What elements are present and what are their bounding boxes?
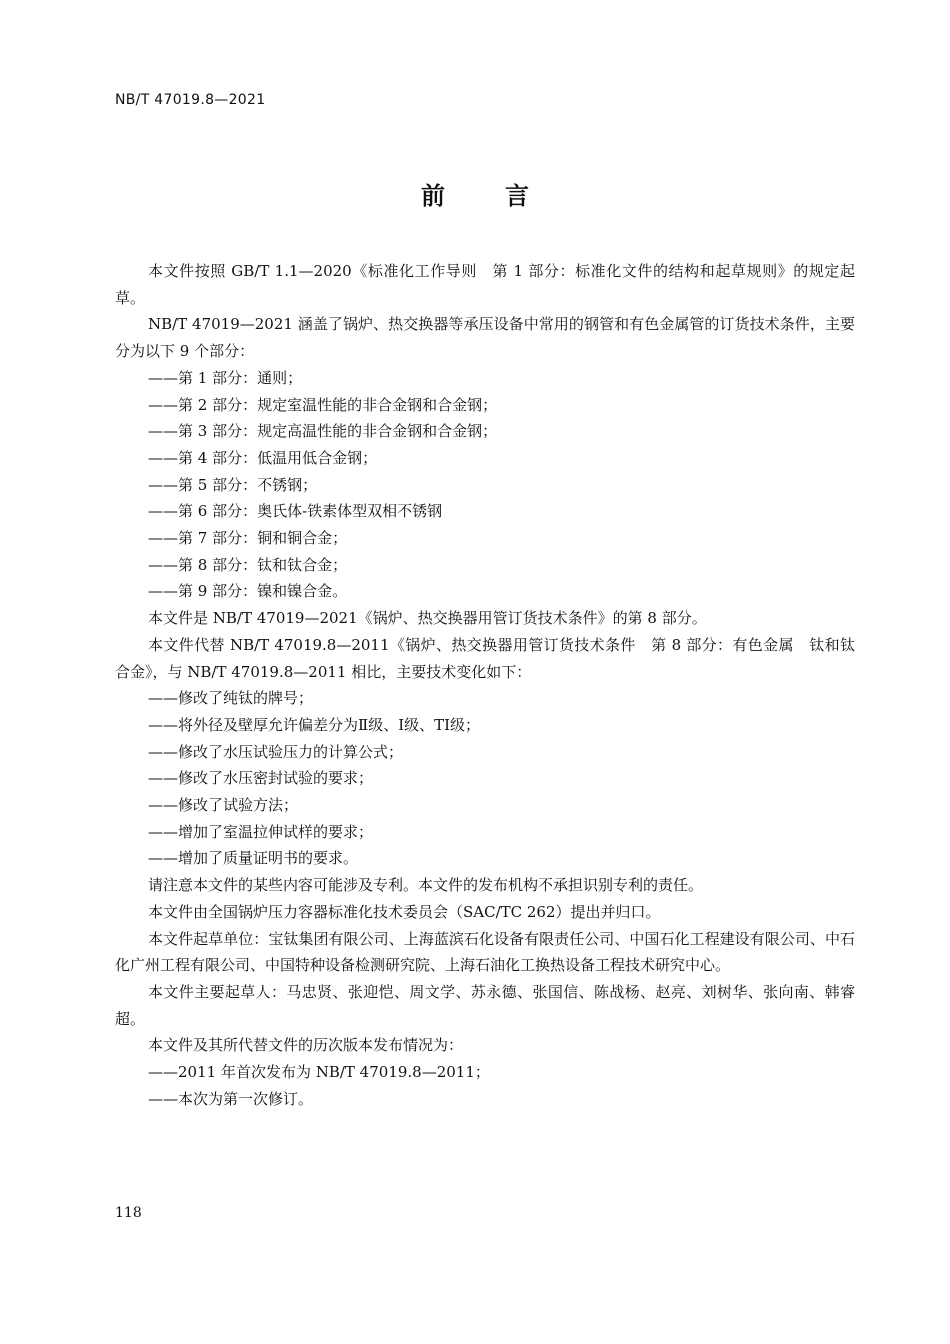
list-item-change-6: ——增加了室温拉伸试样的要求；	[148, 822, 374, 841]
list-item-part-2: ——第 2 部分：规定室温性能的非合金钢和合金钢；	[148, 395, 498, 414]
paragraph-part-statement: 本文件是 NB/T 47019—2021《锅炉、热交换器用管订货技术条件》的第 8 部分。	[148, 609, 707, 628]
paragraph-replaces: 本文件代替 NB/T 47019.8—2011《锅炉、热交换器用管订货技术条件 第 8 部分：有色金属 钛和钛合金》，与 NB/T 47019.8—2011 相比，主要技术变化如下：	[115, 635, 855, 681]
list-item-change-1: ——修改了纯钛的牌号；	[148, 689, 314, 708]
document-id: NB/T 47019.8—2021	[115, 92, 266, 108]
list-item-part-6: ——第 6 部分：奥氏体-铁素体型双相不锈钢	[148, 502, 443, 521]
list-item-part-4: ——第 4 部分：低温用低合金钢；	[148, 448, 378, 467]
list-item-change-5: ——修改了试验方法；	[148, 796, 299, 815]
list-item-part-9: ——第 9 部分：镍和镍合金。	[148, 582, 348, 601]
foreword-body	[115, 258, 855, 1113]
page-title-part-2: 言	[505, 182, 529, 210]
page-number: 118	[115, 1205, 142, 1221]
list-item-history-1: ——2011 年首次发布为 NB/T 47019.8—2011；	[148, 1063, 490, 1082]
list-item-part-7: ——第 7 部分：铜和铜合金；	[148, 529, 348, 548]
paragraph-drafters: 本文件主要起草人：马忠贤、张迎恺、周文学、苏永德、张国信、陈战杨、赵亮、刘树华、张向南、韩睿超。	[115, 982, 855, 1028]
list-item-part-8: ——第 8 部分：钛和钛合金；	[148, 555, 348, 574]
page-title	[0, 176, 950, 211]
list-item-part-5: ——第 5 部分：不锈钢；	[148, 475, 318, 494]
list-item-change-2: ——将外径及壁厚允许偏差分为Ⅱ级、Ⅰ级、TⅠ级；	[148, 715, 481, 734]
paragraph-drafting-rules: 本文件按照 GB/T 1.1—2020《标准化工作导则 第 1 部分：标准化文件的结构和起草规则》的规定起草。	[115, 262, 855, 307]
list-item-part-1: ——第 1 部分：通则；	[148, 368, 303, 387]
list-item-history-2: ——本次为第一次修订。	[148, 1089, 314, 1108]
paragraph-patent-notice: 请注意本文件的某些内容可能涉及专利。本文件的发布机构不承担识别专利的责任。	[148, 876, 704, 895]
paragraph-drafting-units: 本文件起草单位：宝钛集团有限公司、上海蓝滨石化设备有限责任公司、中国石化工程建设有限公司、中石化广州工程有限公司、中国特种设备检测研究院、上海石油化工换热设备工程技术研究中心。	[115, 929, 855, 975]
page-title-part-1: 前	[421, 182, 445, 210]
list-item-change-4: ——修改了水压密封试验的要求；	[148, 769, 374, 788]
paragraph-series-scope: NB/T 47019—2021 涵盖了锅炉、热交换器等承压设备中常用的钢管和有色金属管的订货技术条件，主要分为以下 9 个部分：	[115, 315, 855, 361]
paragraph-history-intro: 本文件及其所代替文件的历次版本发布情况为：	[148, 1036, 464, 1055]
list-item-change-3: ——修改了水压试验压力的计算公式；	[148, 742, 404, 761]
list-item-part-3: ——第 3 部分：规定高温性能的非合金钢和合金钢；	[148, 422, 498, 441]
paragraph-committee: 本文件由全国锅炉压力容器标准化技术委员会（SAC/TC 262）提出并归口。	[148, 902, 661, 921]
list-item-change-7: ——增加了质量证明书的要求。	[148, 849, 359, 868]
